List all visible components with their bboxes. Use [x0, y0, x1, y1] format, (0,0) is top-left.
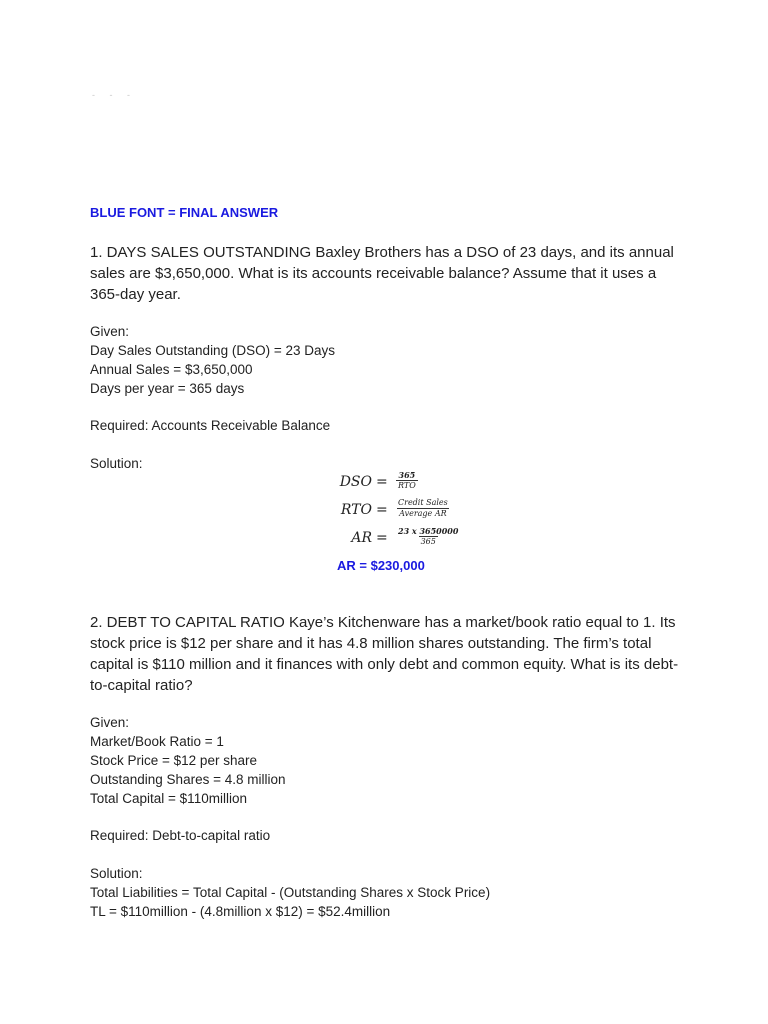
given-item: Day Sales Outstanding (DSO) = 23 Days	[90, 343, 335, 358]
formula-fraction	[396, 498, 450, 519]
fraction-numerator: 365	[398, 470, 416, 480]
faint-header-mark: - - -	[92, 90, 136, 100]
question-2-solution	[90, 864, 490, 921]
given-heading: Given:	[90, 715, 130, 730]
formula-ar	[300, 524, 480, 552]
given-item: Annual Sales = $3,650,000	[90, 362, 253, 377]
formula-lhs: RTO	[340, 502, 372, 518]
question-1-text: 1. DAYS SALES OUTSTANDING Baxley Brothers has a DSO of 23 days, and its annual sales are $3,650,000. What is its accounts receivable balance? Assume that it uses a 365-day year.	[90, 244, 674, 303]
formula-fraction	[396, 526, 460, 547]
fraction-numerator: 23 x 3650000	[398, 526, 459, 536]
formula-equals: =	[376, 474, 388, 490]
formula-lhs: DSO	[339, 474, 372, 490]
given-item: Total Capital = $110million	[90, 791, 247, 806]
question-1-formulas	[300, 468, 480, 552]
fraction-numerator: Credit Sales	[398, 498, 448, 507]
given-item: Outstanding Shares = 4.8 million	[90, 772, 286, 787]
given-item: Market/Book Ratio = 1	[90, 734, 224, 749]
given-item: Stock Price = $12 per share	[90, 753, 257, 768]
fraction-denominator: Average AR	[399, 509, 447, 518]
formula-equals: =	[376, 502, 388, 518]
formula-dso	[300, 468, 480, 496]
question-2-given	[90, 713, 286, 808]
question-2-text: 2. DEBT TO CAPITAL RATIO Kaye’s Kitchenware has a market/book ratio equal to 1. Its stock price is $12 per share and it has 4.8 million shares outstanding. The firm’s total capital is $110 million and it finances with only debt and common equity. What is its debt-to-capital ratio?	[90, 614, 679, 694]
question-1-final-answer: AR = $230,000	[337, 558, 425, 573]
formula-equals: =	[376, 530, 388, 546]
given-item: Days per year = 365 days	[90, 381, 245, 396]
given-heading: Given:	[90, 324, 130, 339]
fraction-denominator: 365	[420, 537, 436, 546]
solution-line: Total Liabilities = Total Capital - (Outstanding Shares x Stock Price)	[90, 885, 491, 900]
question-1-given	[90, 322, 335, 398]
formula-fraction	[396, 470, 418, 491]
solution-heading: Solution:	[90, 866, 143, 881]
formula-rto	[300, 496, 480, 524]
legend-note: BLUE FONT = FINAL ANSWER	[90, 205, 279, 220]
solution-line: TL = $110million - (4.8million x $12) = $52.4million	[90, 904, 391, 919]
formula-lhs: AR	[351, 530, 372, 546]
question-1-solution-heading: Solution:	[90, 456, 143, 471]
question-2-required: Required: Debt-to-capital ratio	[90, 828, 271, 843]
fraction-denominator: RTO	[398, 481, 416, 490]
question-1-required: Required: Accounts Receivable Balance	[90, 418, 331, 433]
